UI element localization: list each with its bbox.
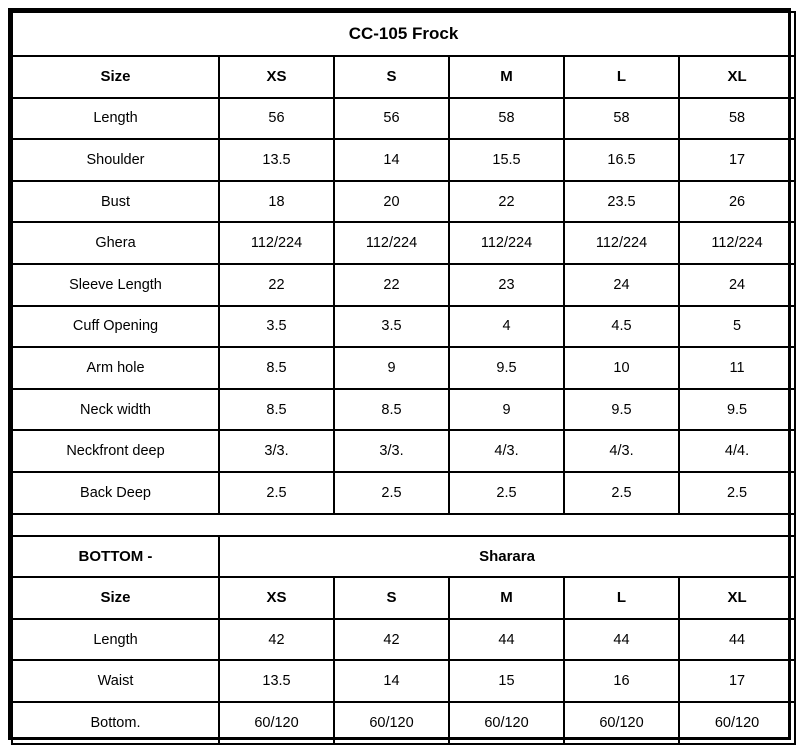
measurement-label: Arm hole: [12, 347, 219, 389]
header-cell: XL: [679, 56, 795, 98]
table-cell: 42: [334, 619, 449, 661]
table-row: [12, 181, 795, 223]
table-cell: 18: [219, 181, 334, 223]
table-cell: 112/224: [334, 222, 449, 264]
table-cell: 60/120: [334, 702, 449, 744]
header-cell: Size: [12, 56, 219, 98]
table-cell: 17: [679, 660, 795, 702]
table-cell: 9.5: [449, 347, 564, 389]
table-row: [12, 222, 795, 264]
table-cell: 56: [334, 98, 449, 140]
spacer-row: [12, 514, 795, 536]
table-cell: 2.5: [449, 472, 564, 514]
measurement-label: Shoulder: [12, 139, 219, 181]
table-cell: 58: [679, 98, 795, 140]
header-cell: L: [564, 577, 679, 619]
table-cell: 112/224: [564, 222, 679, 264]
table-cell: 26: [679, 181, 795, 223]
title-row: [12, 12, 795, 56]
spacer-cell: [12, 514, 795, 536]
table-cell: 17: [679, 139, 795, 181]
table-cell: 112/224: [449, 222, 564, 264]
bottom-title-row: [12, 536, 795, 578]
table-cell: 22: [334, 264, 449, 306]
table-cell: 4/3.: [449, 430, 564, 472]
table-cell: 56: [219, 98, 334, 140]
header-cell: XS: [219, 577, 334, 619]
table-row: [12, 472, 795, 514]
table-cell: 16: [564, 660, 679, 702]
table-cell: 15.5: [449, 139, 564, 181]
table-cell: 9: [334, 347, 449, 389]
table-cell: 15: [449, 660, 564, 702]
table-cell: 4.5: [564, 306, 679, 348]
table-cell: 60/120: [449, 702, 564, 744]
table-cell: 9: [449, 389, 564, 431]
table-cell: 14: [334, 660, 449, 702]
table-cell: 2.5: [679, 472, 795, 514]
measurement-label: Neckfront deep: [12, 430, 219, 472]
table-cell: 16.5: [564, 139, 679, 181]
header-cell: XS: [219, 56, 334, 98]
table-cell: 20: [334, 181, 449, 223]
table-row: [12, 702, 795, 744]
measurement-label: Cuff Opening: [12, 306, 219, 348]
measurement-label: Back Deep: [12, 472, 219, 514]
measurement-label: Waist: [12, 660, 219, 702]
header-cell: S: [334, 577, 449, 619]
table-row: [12, 389, 795, 431]
table-cell: 112/224: [679, 222, 795, 264]
table-cell: 3.5: [334, 306, 449, 348]
table-cell: 9.5: [564, 389, 679, 431]
header-cell: L: [564, 56, 679, 98]
measurement-label: Bottom.: [12, 702, 219, 744]
table-cell: 44: [564, 619, 679, 661]
table-cell: 60/120: [679, 702, 795, 744]
table-row: [12, 139, 795, 181]
table-row: [12, 98, 795, 140]
size-chart-table: [11, 11, 796, 745]
table-cell: 10: [564, 347, 679, 389]
table-cell: 4/3.: [564, 430, 679, 472]
table-cell: 8.5: [219, 347, 334, 389]
bottom-label: BOTTOM -: [12, 536, 219, 578]
measurement-label: Length: [12, 98, 219, 140]
table-cell: 13.5: [219, 139, 334, 181]
table-cell: 3/3.: [334, 430, 449, 472]
header-cell: Size: [12, 577, 219, 619]
top-header-row: [12, 56, 795, 98]
table-cell: 24: [679, 264, 795, 306]
header-cell: XL: [679, 577, 795, 619]
table-cell: 60/120: [219, 702, 334, 744]
table-cell: 4: [449, 306, 564, 348]
table-cell: 24: [564, 264, 679, 306]
table-cell: 8.5: [219, 389, 334, 431]
table-cell: 3.5: [219, 306, 334, 348]
measurement-label: Sleeve Length: [12, 264, 219, 306]
table-cell: 44: [679, 619, 795, 661]
table-row: [12, 264, 795, 306]
table-cell: 112/224: [219, 222, 334, 264]
table-cell: 23.5: [564, 181, 679, 223]
chart-title: CC-105 Frock: [12, 12, 795, 56]
measurement-label: Length: [12, 619, 219, 661]
measurement-label: Ghera: [12, 222, 219, 264]
table-cell: 9.5: [679, 389, 795, 431]
header-cell: S: [334, 56, 449, 98]
table-row: [12, 430, 795, 472]
table-row: [12, 306, 795, 348]
bottom-header-row: [12, 577, 795, 619]
table-cell: 22: [219, 264, 334, 306]
header-cell: M: [449, 577, 564, 619]
table-row: [12, 347, 795, 389]
table-cell: 2.5: [219, 472, 334, 514]
table-cell: 44: [449, 619, 564, 661]
size-chart: [8, 8, 791, 740]
table-row: [12, 619, 795, 661]
header-cell: M: [449, 56, 564, 98]
table-cell: 60/120: [564, 702, 679, 744]
table-cell: 58: [449, 98, 564, 140]
measurement-label: Neck width: [12, 389, 219, 431]
table-cell: 13.5: [219, 660, 334, 702]
table-cell: 2.5: [564, 472, 679, 514]
table-cell: 2.5: [334, 472, 449, 514]
table-cell: 3/3.: [219, 430, 334, 472]
table-cell: 22: [449, 181, 564, 223]
table-row: [12, 660, 795, 702]
table-cell: 8.5: [334, 389, 449, 431]
table-cell: 14: [334, 139, 449, 181]
table-cell: 5: [679, 306, 795, 348]
measurement-label: Bust: [12, 181, 219, 223]
table-cell: 42: [219, 619, 334, 661]
table-cell: 58: [564, 98, 679, 140]
table-cell: 4/4.: [679, 430, 795, 472]
bottom-title: Sharara: [219, 536, 795, 578]
table-cell: 23: [449, 264, 564, 306]
table-cell: 11: [679, 347, 795, 389]
